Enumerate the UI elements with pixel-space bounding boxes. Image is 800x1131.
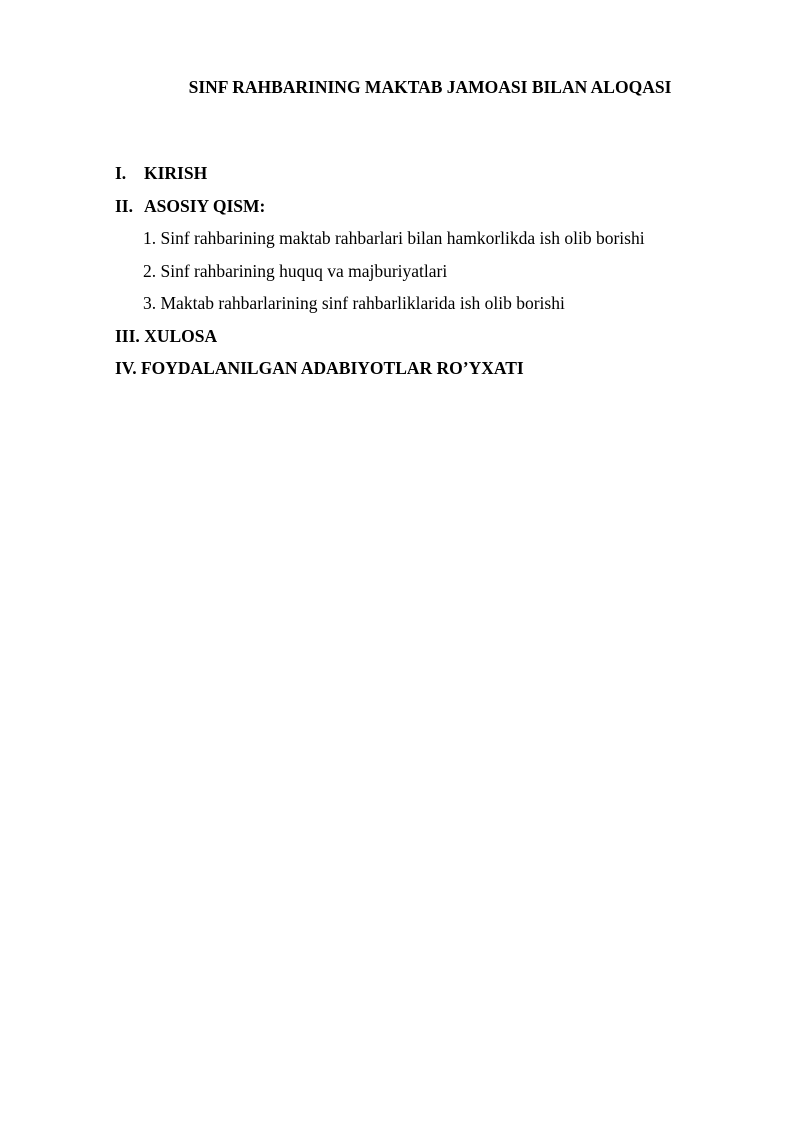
toc-subsection-2: 2. Sinf rahbarining huquq va majburiyatlari [143,260,448,281]
toc-section-label: XULOSA [144,325,218,346]
toc-section-number: I. [115,163,127,183]
toc-section-label: ASOSIY QISM: [144,195,266,216]
toc-section-main-part [115,196,775,229]
toc-section-number: IV. [115,358,137,378]
toc-section-number: III. [115,325,140,346]
toc-section-label: KIRISH [144,163,208,183]
toc-section-conclusion [115,326,775,359]
toc-section-references [115,358,775,391]
toc-subsection-3: 3. Maktab rahbarlarining sinf rahbarliklarida ish olib borishi [143,293,565,313]
toc-section-number: II. [115,195,133,216]
toc-subsection-1: 1. Sinf rahbarining maktab rahbarlari bilan hamkorlikda ish olib borishi [143,228,645,248]
toc-section-label: FOYDALANILGAN ADABIYOTLAR RO’YXATI [140,358,524,378]
table-of-contents [115,163,775,391]
toc-section-introduction [115,163,775,196]
document-title: SINF RAHBARINING MAKTAB JAMOASI BILAN ALOQASI [188,77,672,97]
